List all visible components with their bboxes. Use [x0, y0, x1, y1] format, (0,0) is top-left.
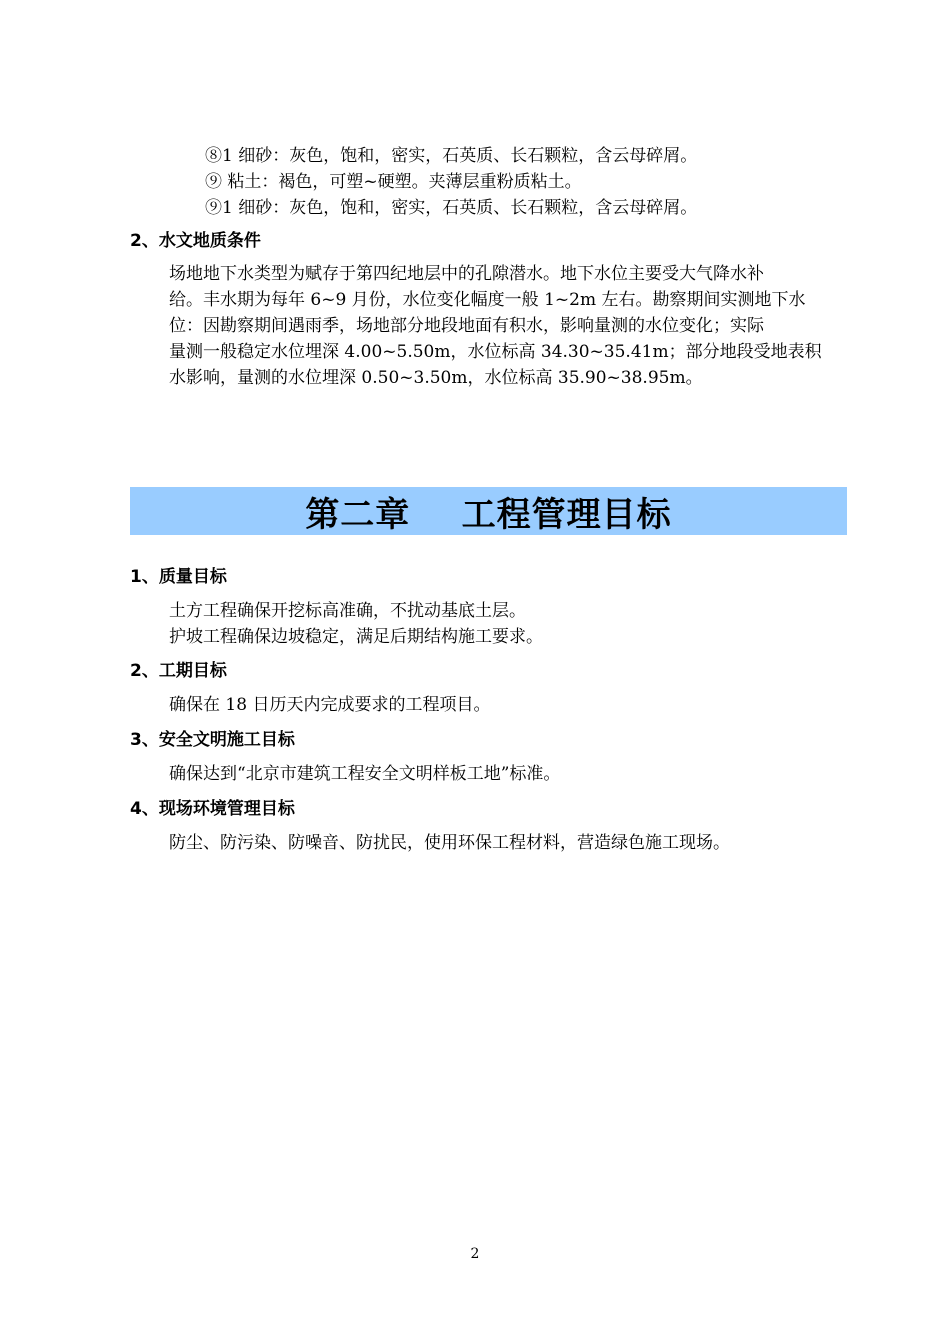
hydro-line: 场地地下水类型为赋存于第四纪地层中的孔隙潜水。地下水位主要受大气降水补: [169, 264, 764, 284]
hydro-heading: 2、水文地质条件: [130, 231, 261, 251]
soil-layer-8-1: ⑧1 细砂：灰色，饱和，密实，石英质、长石颗粒，含云母碎屑。: [205, 146, 698, 166]
soil-layer-9: ⑨ 粘土：褐色，可塑~硬塑。夹薄层重粉质粘土。: [205, 172, 582, 192]
section-heading-environment: 4、现场环境管理目标: [130, 799, 295, 819]
hydro-line: 位：因勘察期间遇雨季，场地部分地段地面有积水，影响量测的水位变化；实际: [169, 316, 764, 336]
section-line: 确保在 18 日历天内完成要求的工程项目。: [169, 695, 491, 715]
section-heading-schedule: 2、工期目标: [130, 661, 227, 681]
hydro-line: 量测一般稳定水位埋深 4.00~5.50m，水位标高 34.30~35.41m；部分地段受地表积: [169, 342, 822, 362]
section-line: 土方工程确保开挖标高准确，不扰动基底土层。: [169, 601, 526, 621]
hydro-paragraph: [169, 261, 847, 391]
page-number: 2: [470, 1246, 480, 1262]
section-heading-quality: 1、质量目标: [130, 567, 227, 587]
section-line: 护坡工程确保边坡稳定，满足后期结构施工要求。: [169, 627, 543, 647]
chapter-banner: [130, 487, 847, 535]
section-heading-safety: 3、安全文明施工目标: [130, 730, 295, 750]
hydro-line: 水影响，量测的水位埋深 0.50~3.50m，水位标高 35.90~38.95m。: [169, 368, 703, 388]
hydro-line: 给。丰水期为每年 6~9 月份，水位变化幅度一般 1~2m 左右。勘察期间实测地下水: [169, 290, 806, 310]
soil-layer-9-1: ⑨1 细砂：灰色，饱和，密实，石英质、长石颗粒，含云母碎屑。: [205, 198, 698, 218]
section-line: 防尘、防污染、防噪音、防扰民，使用环保工程材料，营造绿色施工现场。: [169, 833, 730, 853]
section-line: 确保达到“北京市建筑工程安全文明样板工地”标准。: [169, 764, 561, 784]
chapter-title: 第二章 工程管理目标: [305, 494, 672, 535]
